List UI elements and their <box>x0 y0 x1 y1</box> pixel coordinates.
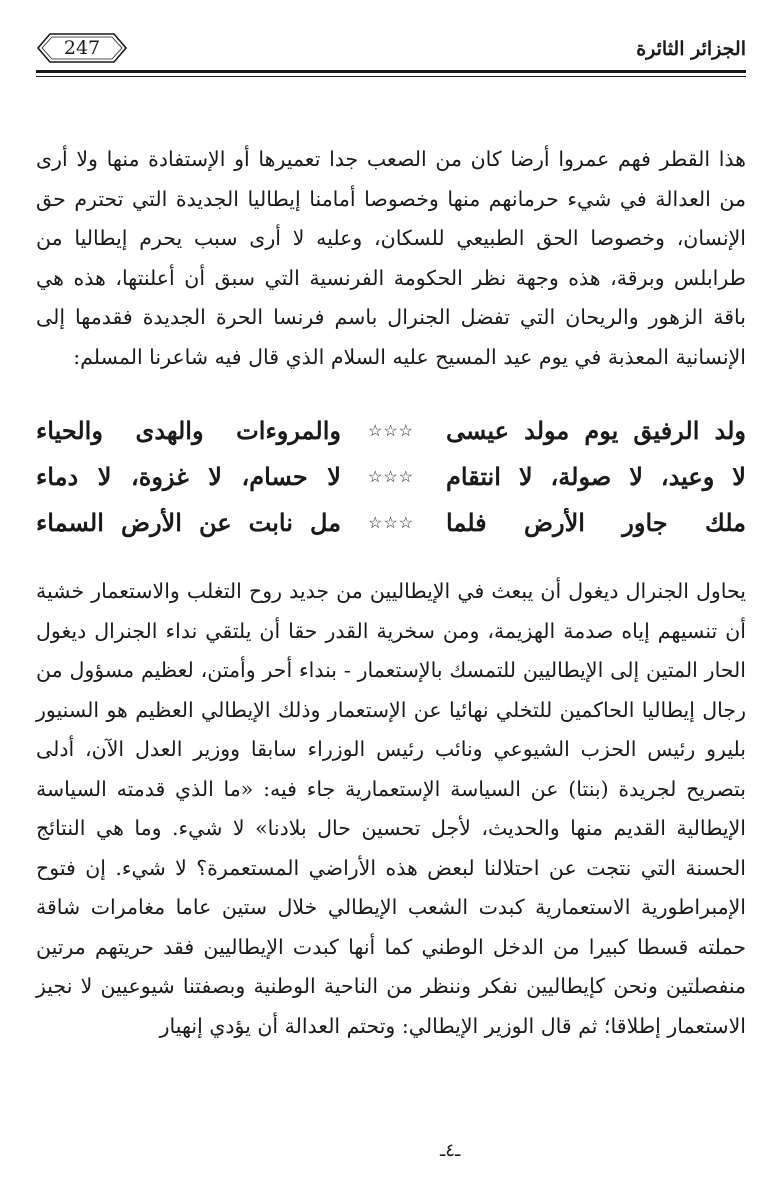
header-rule-thick <box>36 70 746 73</box>
page-header <box>36 24 746 68</box>
poem-verse <box>36 454 746 500</box>
verse-separator: ☆☆☆ <box>367 467 415 486</box>
verse-first-half: ولد الرفيق يوم مولد عيسى <box>446 416 746 445</box>
poem-verse <box>36 408 746 454</box>
running-title: الجزائر الثائرة <box>636 38 746 60</box>
verse-separator: ☆☆☆ <box>367 421 415 440</box>
page-number-badge <box>36 32 128 64</box>
poem-verse <box>36 500 746 546</box>
verse-separator: ☆☆☆ <box>367 513 415 532</box>
body-paragraph-2: يحاول الجنرال ديغول أن يبعث في الإيطاليين من جديد روح التغلب والاستعمار خشية أن تنسيهم إياه صدمة الهزيمة، ومن سخرية القدر حقا أن يلتقي نداء الجنرال ديغول الحار المتين إلى الإيطاليين للتمسك بالإستعمار - بنداء أحر وأمتن، لعظيم مسؤول من رجال إيطاليا الحاكمين للتخلي نهائيا عن الإستعمار وذلك الإيطالي العظيم هو السنيور بليرو رئيس الحزب الشيوعي ونائب رئيس الوزراء سابقا ووزير العدل الآن، أدلى بتصريح لجريدة (بنتا) عن السياسة الإستعمارية جاء فيه: «ما الذي قدمته السياسة الإيطالية القديم منها والحديث، لأجل تحسين حال بلادنا» لا شيء. وما هي النتائج الحسنة التي نتجت عن احتلالنا لبعض هذه الأراضي المستعمرة؟ لا شيء. إن فتوح الإمبراطورية الاستعمارية كبدت الشعب الإيطالي خلال ستين عاما مغامرات شاقة حملته قسطا كبيرا من الدخل الوطني كما أنها كبدت الإيطاليين فقد حريتهم مرتين منفصلتين ونحن كإيطاليين نفكر وننظر من الناحية الوطنية وبصفتنا شيوعيين لا نجيز الاستعمار إطلاقا؛ ثم قال الوزير الإيطالي: وتحتم العدالة أن يؤدي إنهيار <box>36 579 746 1038</box>
verse-second-half: لا حسام، لا غزوة، لا دماء <box>36 462 341 491</box>
verse-first-half: لا وعيد، لا صولة، لا انتقام <box>446 462 746 491</box>
verse-second-half: مل نابت عن الأرض السماء <box>36 508 341 537</box>
header-rule-thin <box>36 76 746 77</box>
poem-block <box>36 408 746 560</box>
footer-mark: ـ٤ـ <box>440 1140 461 1161</box>
verse-second-half: والمروءات والهدى والحياء <box>36 416 341 445</box>
body-paragraph-1: هذا القطر فهم عمروا أرضا كان من الصعب جدا تعميرها أو الإستفادة منها ولا أرى من العدالة في شيء حرمانهم منها وخصوصا أمامنا إيطاليا الجديدة التي تحترم حق الإنسان، وخصوصا الحق الطبيعي للسكان، وعليه لا أرى سبب يحرم إيطاليا من طرابلس وبرقة، هذه وجهة نظر الحكومة الفرنسية التي سبق أن أعلنتها، هذه هي باقة الزهور والريحان التي تفضل الجنرال باسم فرنسا الحرة الجديدة فقدمها إلى الإنسانية المعذبة في يوم عيد المسيح عليه السلام الذي قال فيه شاعرنا المسلم: <box>36 147 746 369</box>
page-number: 247 <box>63 37 101 59</box>
verse-first-half: ملك جاور الأرض فلما <box>446 508 746 537</box>
